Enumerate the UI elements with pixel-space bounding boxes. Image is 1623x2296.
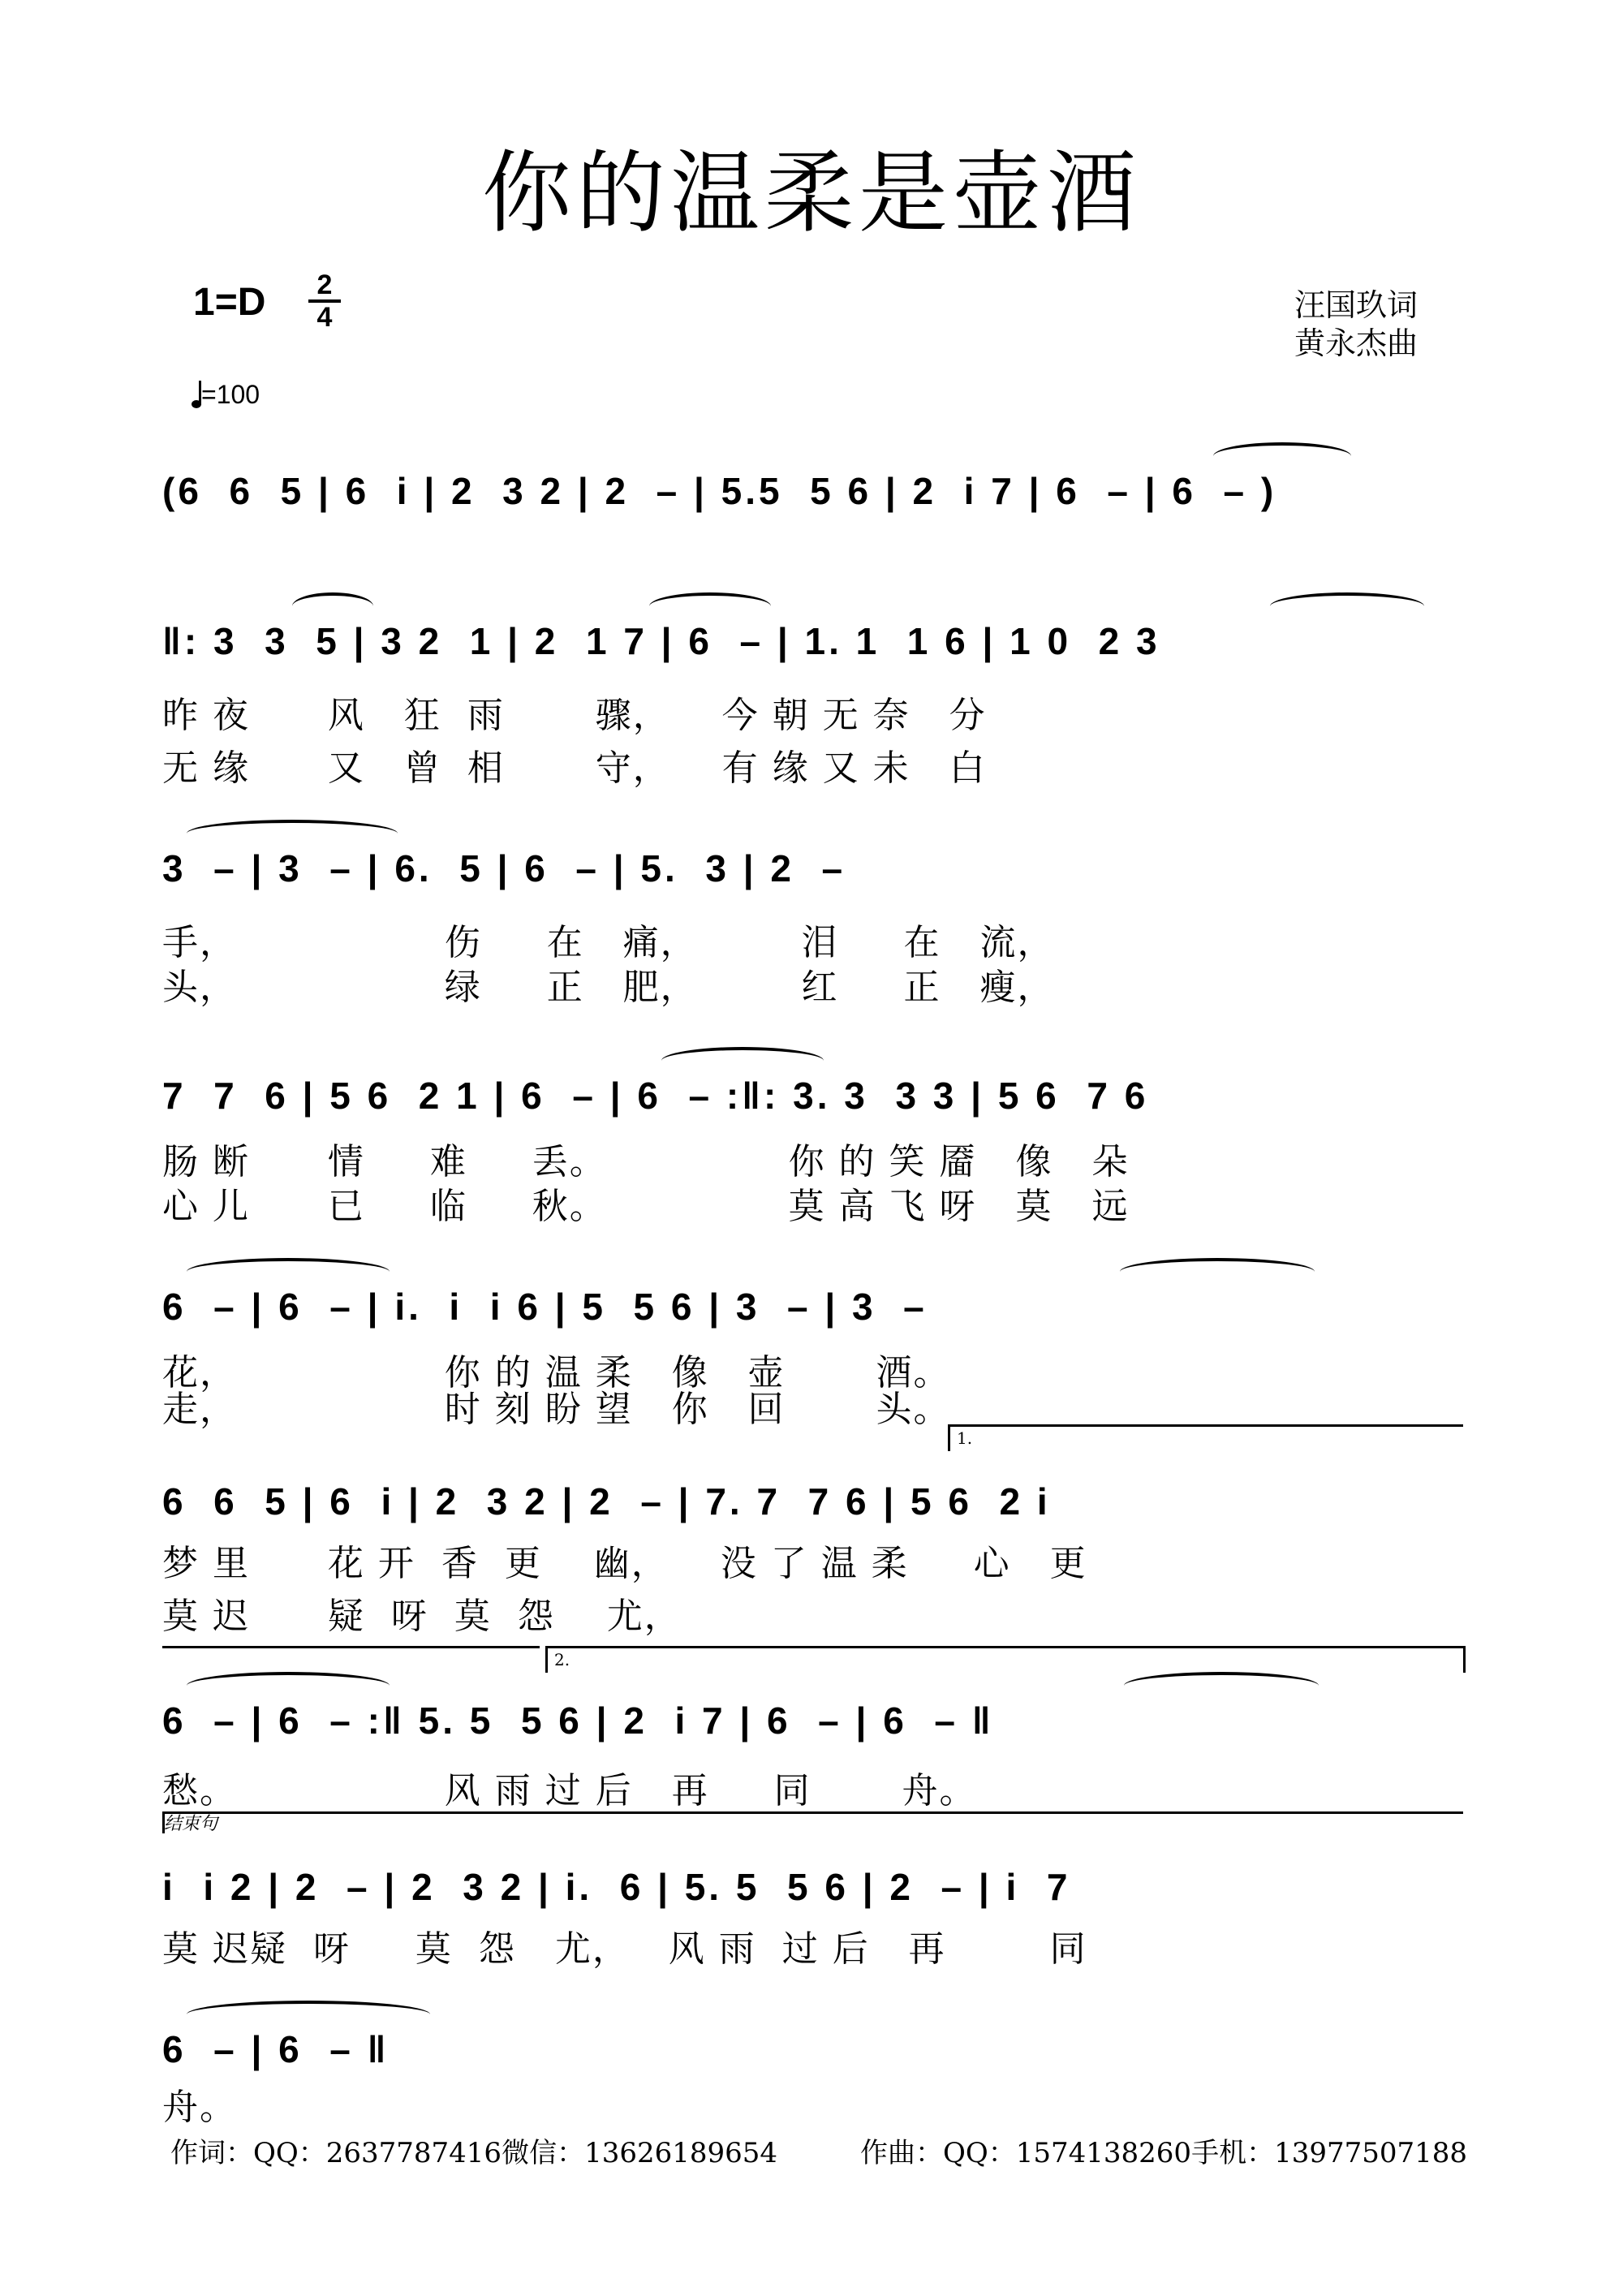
slur	[1120, 1258, 1315, 1286]
meter-top: 2	[316, 269, 333, 300]
lyric-row-2-verse-2: 头， 绿 正 肥， 红 正 瘦，	[162, 967, 1055, 1008]
page-title: 你的温柔是壶酒	[482, 141, 1141, 245]
notation-row-1: ‖: 3 3 5 | 3 2 1 | 2 1 7 | 6 – | 1. 1 1 6 | 1 0 2 3	[162, 620, 1160, 662]
lyric-row-1-verse-2: 无 缘 又 曾 相 守， 有 缘 又 未 白	[162, 747, 987, 789]
quarter-note-icon	[192, 400, 201, 408]
slur	[292, 592, 373, 620]
footer-lyricist-contact: 作词：QQ：2637787416微信：13626189654	[170, 2137, 778, 2169]
lyric-row-8: 舟。	[162, 2087, 237, 2128]
slur	[1213, 442, 1351, 470]
lyricist: 汪国玖词	[1294, 287, 1419, 323]
lyric-row-3-verse-1: 肠 断 情 难 丢。 你 的 笑 靥 像 朵	[162, 1141, 1130, 1182]
volta-bracket-1	[948, 1424, 1463, 1451]
ending-label: 结束句	[164, 1814, 218, 1834]
lyric-row-6: 愁。 风 雨 过 后 再 同 舟。	[162, 1770, 977, 1811]
slur	[187, 1258, 390, 1286]
notation-row-5: 6 6 5 | 6 i | 2 3 2 | 2 – | 7. 7 7 6 | 5 6 2 i	[162, 1480, 1051, 1523]
notation-row-8: 6 – | 6 – ‖	[162, 2028, 390, 2070]
slur	[187, 2001, 430, 2028]
lyric-row-3-verse-2: 心 儿 已 临 秋。 莫 高 飞 呀 莫 远	[162, 1186, 1130, 1227]
lyric-row-4-verse-1: 花， 你 的 温 柔 像 壶 酒。	[162, 1352, 951, 1394]
meter-bottom: 4	[316, 302, 333, 333]
lyric-row-4-verse-2: 走， 时 刻 盼 望 你 回 头。	[162, 1389, 951, 1430]
volta-1-continuation	[162, 1646, 540, 1648]
lyric-row-1-verse-1: 昨 夜 风 狂 雨 骤， 今 朝 无 奈 分	[162, 695, 987, 736]
slur	[187, 1672, 390, 1699]
notation-row-4: 6 – | 6 – | i. i i 6 | 5 5 6 | 3 – | 3 –	[162, 1286, 928, 1328]
lyric-row-7: 莫 迟疑 呀 莫 怨 尤， 风 雨 过 后 再 同	[162, 1928, 1087, 1970]
slur	[1270, 592, 1424, 620]
notation-row-3: 7 7 6 | 5 6 2 1 | 6 – | 6 – :‖: 3. 3 3 3 | 5 6 7 6	[162, 1075, 1149, 1117]
composer: 黄永杰曲	[1294, 325, 1419, 361]
notation-row-intro: (6 6 5 | 6 i | 2 3 2 | 2 – | 5.5 5 6 | 2 i 7 | 6 – | 6 – )	[162, 470, 1277, 512]
notation-row-7: i i 2 | 2 – | 2 3 2 | i. 6 | 5. 5 5 6 | 2 – | i 7	[162, 1866, 1071, 1908]
lyric-row-2-verse-1: 手， 伤 在 痛， 泪 在 流，	[162, 922, 1055, 963]
notation-row-6: 6 – | 6 – :‖ 5. 5 5 6 | 2 i 7 | 6 – | 6 – ‖	[162, 1699, 994, 1742]
key-signature: 1=D	[193, 281, 266, 324]
footer-composer-contact: 作曲：QQ：1574138260手机：13977507188	[860, 2137, 1468, 2169]
volta-2-label: 2.	[554, 1650, 570, 1669]
volta-1-label: 1.	[957, 1428, 973, 1448]
lyric-row-5-verse-2: 莫 迟 疑 呀 莫 怨 尤，	[162, 1596, 682, 1637]
lyric-row-5-verse-1: 梦 里 花 开 香 更 幽， 没 了 温 柔 心 更	[162, 1543, 1087, 1584]
tempo-value: =100	[201, 380, 260, 409]
slur	[187, 820, 398, 847]
time-signature	[308, 269, 341, 333]
slur	[1124, 1672, 1319, 1699]
tempo-marking	[192, 380, 260, 410]
slur	[661, 1047, 824, 1075]
volta-bracket-2	[545, 1646, 1466, 1673]
slur	[649, 592, 771, 620]
ending-bracket	[162, 1811, 1463, 1833]
notation-row-2: 3 – | 3 – | 6. 5 | 6 – | 5. 3 | 2 –	[162, 847, 846, 890]
